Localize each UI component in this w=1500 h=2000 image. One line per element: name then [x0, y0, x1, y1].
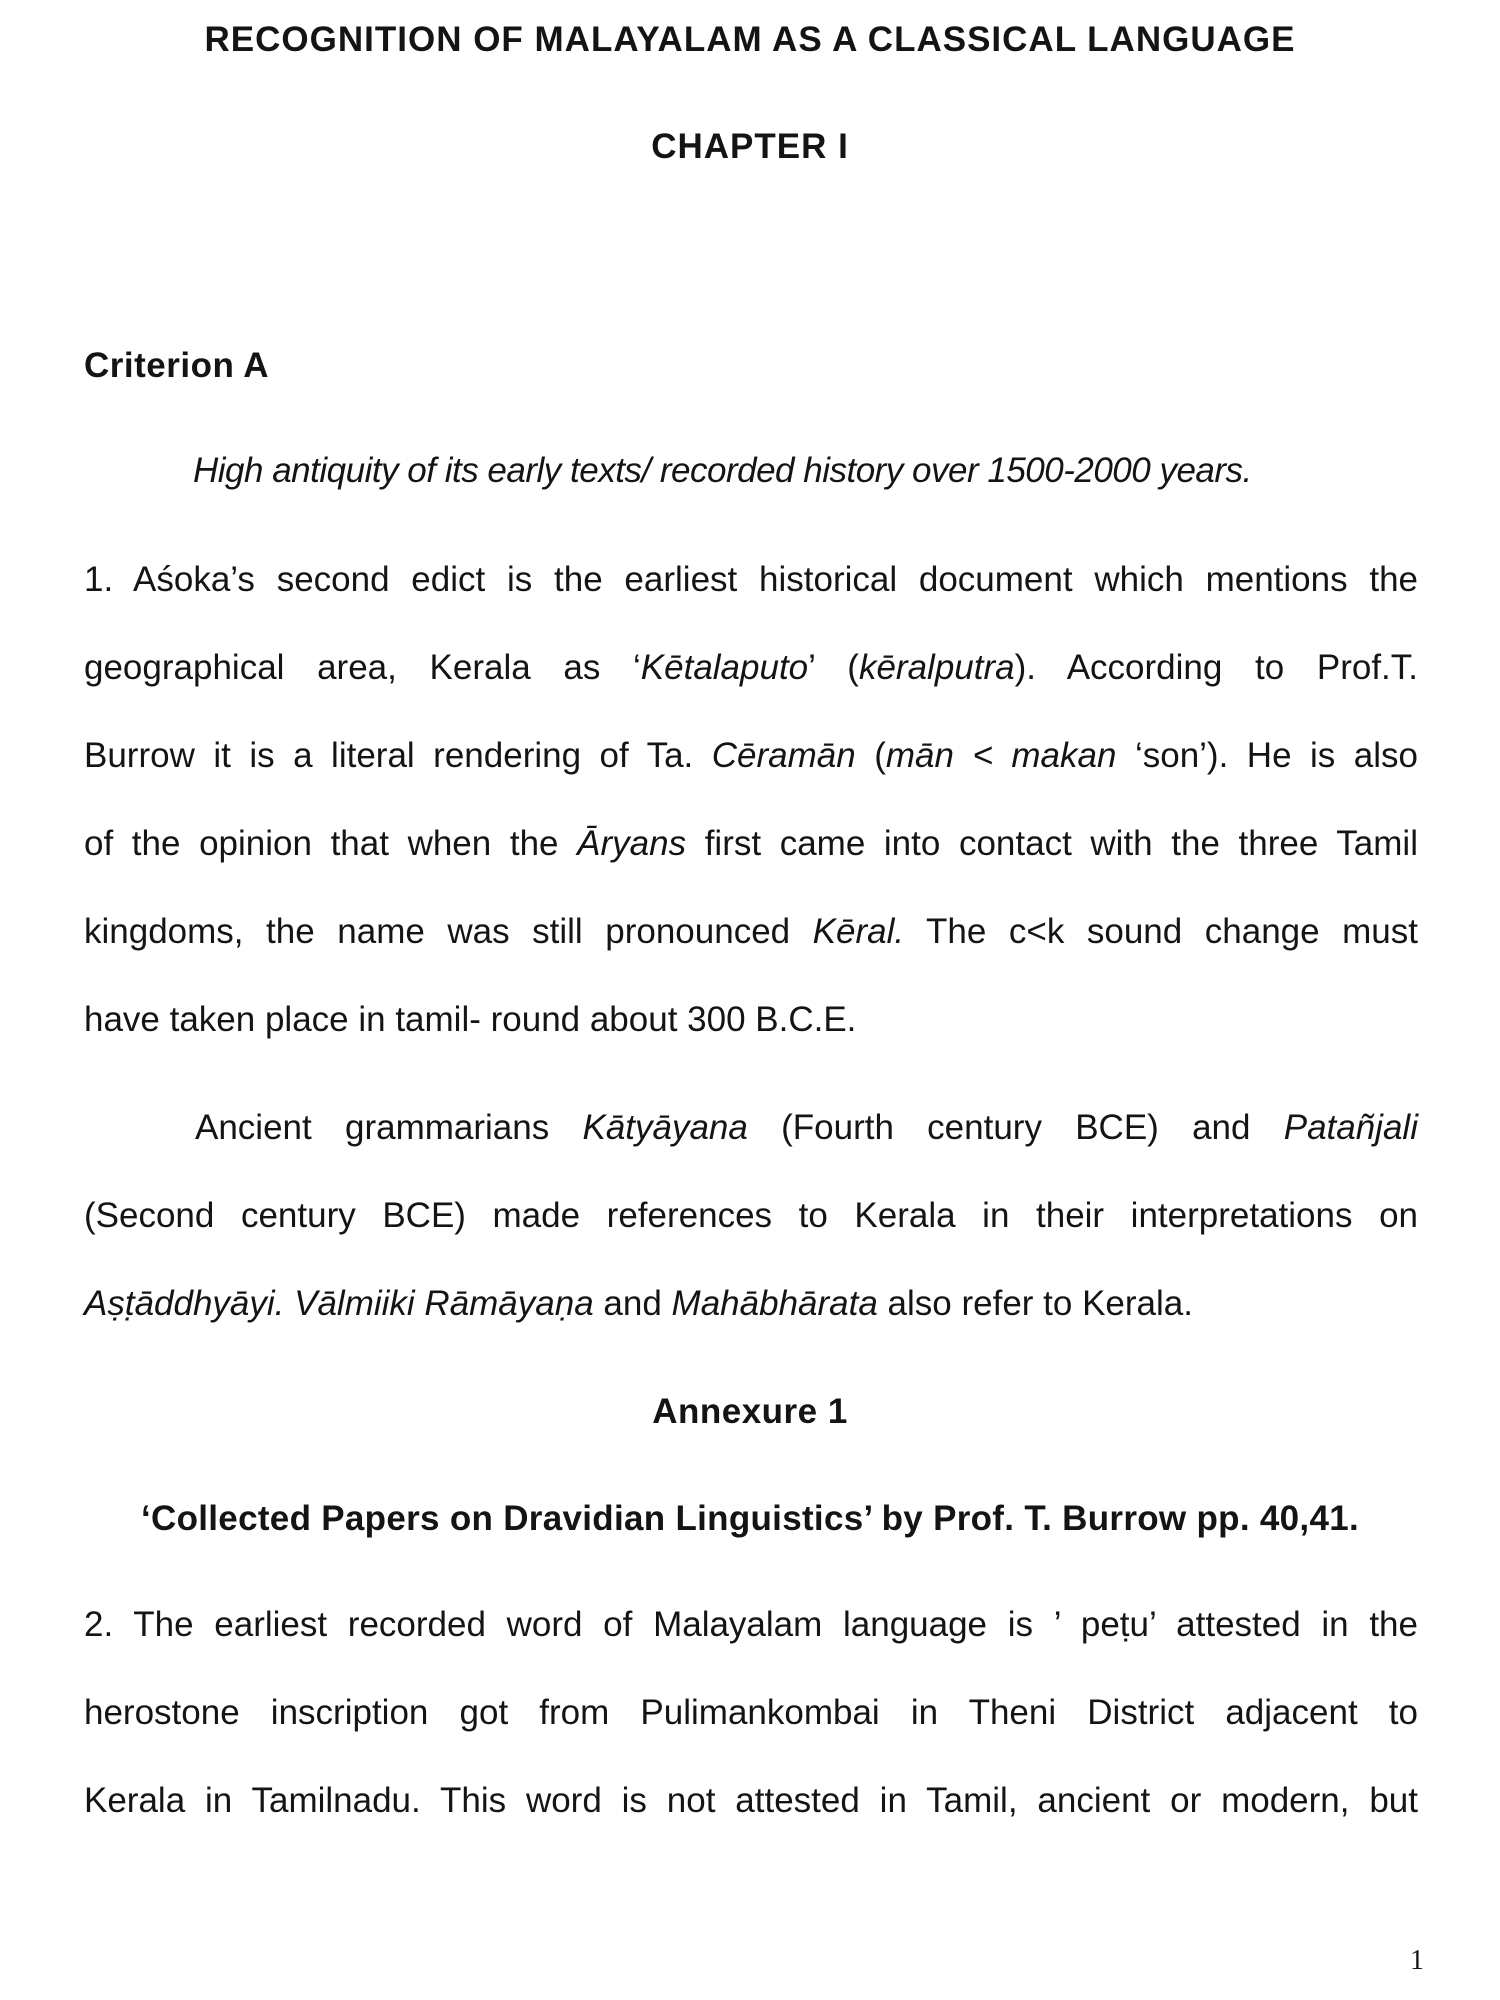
annexure-heading: Annexure 1 [652, 1392, 848, 1431]
para2-line2: (Second century BCE) made references to Kerala in their interpretations on [84, 1196, 1418, 1235]
para2-line3: Aṣṭāddhyāyi. Vālmiiki Rāmāyaṇa and Mahābhārata also refer to Kerala. [84, 1284, 1193, 1323]
para3-line2: herostone inscription got from Pulimankombai in Theni District adjacent to [84, 1693, 1418, 1732]
criterion-heading: Criterion A [84, 346, 270, 385]
chapter-heading: CHAPTER I [651, 127, 849, 166]
criterion-description: High antiquity of its early texts/ recorded history over 1500-2000 years. [193, 451, 1252, 490]
document-title: RECOGNITION OF MALAYALAM AS A CLASSICAL LANGUAGE [204, 20, 1296, 59]
annexure-citation: ‘Collected Papers on Dravidian Linguistics’ by Prof. T. Burrow pp. 40,41. [140, 1499, 1360, 1538]
para1-line5: kingdoms, the name was still pronounced Kēral. The c<k sound change must [84, 912, 1418, 951]
para1-line6: have taken place in tamil- round about 300 B.C.E. [84, 1000, 857, 1039]
para2-line1: Ancient grammarians Kātyāyana (Fourth century BCE) and Patañjali [195, 1108, 1418, 1147]
para1-line4: of the opinion that when the Āryans first came into contact with the three Tamil [84, 824, 1418, 863]
para3-line3: Kerala in Tamilnadu. This word is not attested in Tamil, ancient or modern, but [84, 1781, 1418, 1820]
para3-line1: 2. The earliest recorded word of Malayalam language is ’ peṭu’ attested in the [84, 1605, 1418, 1644]
page-number: 1 [1410, 1945, 1424, 1976]
para1-line3: Burrow it is a literal rendering of Ta. Cēramān (mān < makan ‘son’). He is also [84, 736, 1419, 775]
para1-line1: 1. Aśoka’s second edict is the earliest historical document which mentions the [84, 560, 1418, 599]
para1-line2: geographical area, Kerala as ‘Kētalaputo’ (kēralputra). According to Prof.T. [84, 648, 1418, 687]
